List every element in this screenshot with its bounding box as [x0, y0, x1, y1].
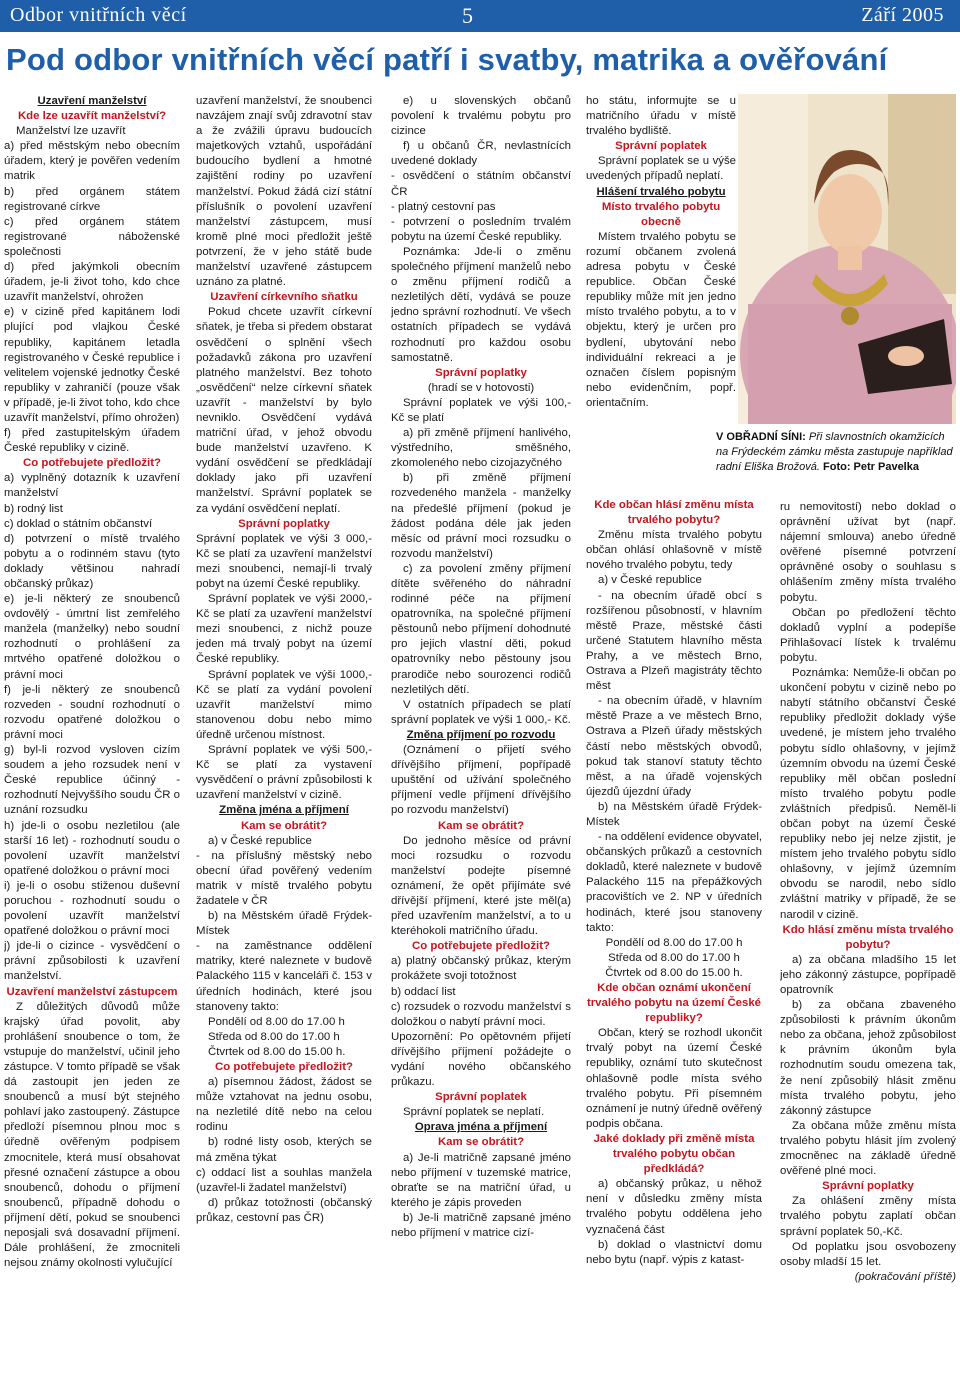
col1-paragraph: Z důležitých důvodů může krajský úřad povolit, aby prohlášení snoubence o tom, že vstupuje do manželství, učinil jeho zástupce. V tomto případě se však dá zastoupit jen jeden ze snoubenců a musí být stejného pohlaví jako zastoupený. Zástupce předloží písemnou plnou moc s úředně ověřeným podpisem zmocnitele, která musí obsahovat přesné označení zástupce a obou snoubenců, dohodu o příjmení snoubenců, případně dohodu o příjmení dětí, pokud se snoubenci neposjali svá dosavadní příjmení. Dále prohlášení, že zmocniteli nejsou známy okolnosti vylučující [4, 1000, 180, 1270]
col2-paragraph: Uzavření církevního sňatku [210, 291, 358, 304]
col3-paragraph: Správní poplatek ve výši 100,- Kč se platí [391, 396, 571, 424]
col3-paragraph: f) u občanů ČR, nevlastnících uvedené doklady [391, 140, 571, 168]
col1-paragraph: a) vyplněný dotazník k uzavření manželství [4, 472, 180, 500]
column-1 [4, 94, 180, 1372]
col3-paragraph: - osvědčení o státním občanství ČR [391, 170, 571, 198]
col4-paragraph: Hlášení trvalého pobytu [596, 185, 726, 198]
col2-paragraph: b) na Městském úřadě Frýdek-Místek [196, 910, 372, 938]
col5-paragraph: (pokračování příště) [854, 1270, 956, 1283]
col1-paragraph: b) před orgánem státem registrované církve [4, 185, 180, 213]
col2-paragraph: Pokud chcete uzavřít církevní sňatek, je třeba si předem obstarat osvědčení o splnění všech požadavků zákona pro uzavření platného manželství. Bez tohoto „osvědčení“ nelze církevní sňatek uzavřít - manželství by bylo nevniklo. Osvědčení vydává matriční úřad, v jehož obvodu bude manželství uzavřeno. K vydání osvědčení se předkládají doklady jako při uzavření manželství. Správní poplatek se za vydání osvědčení neplatí. [196, 306, 372, 515]
col3-paragraph: b) Je-li matričně zapsané jméno nebo příjmení v matrice cizí- [391, 1211, 571, 1240]
issue-date: Září 2005 [861, 4, 944, 26]
col1-paragraph: c) doklad o státním občanství [4, 517, 153, 530]
col4-paragraph: ho státu, informujte se u matričního úřadu v místě trvalého bydliště. [586, 95, 736, 138]
col1-paragraph: h) jde-li o osobu nezletilou (ale starší 16 let) - rozhodnutí soudu o povolení uzavřít manželství opatřené doložkou o právní moci [4, 819, 180, 877]
col5-paragraph: ru nemovitostí) nebo doklad o oprávnění užívat byt (např. nájemní smlouva) anebo úředně ověřené písemné potvrzení oprávněné osoby o souhlasu s ohlášením změny místa trvalého pobytu. [780, 501, 956, 604]
col2-paragraph: a) v České republice [208, 834, 312, 847]
col2-paragraph: - na příslušný městský nebo obecní úřad pověřený vedením matrik v místě trvalého pobytu žadatele v ČR [196, 849, 372, 907]
column-3 [391, 94, 571, 1372]
page-header-bar [0, 0, 960, 32]
col1-paragraph: a) před městským nebo obecním úřadem, který je pověřen vedením matrik [4, 140, 180, 183]
col5-paragraph: Správní poplatky [822, 1180, 914, 1193]
col3-paragraph: - potvrzení o posledním trvalém pobytu na území České republiky. [391, 215, 571, 243]
col4b-paragraph: Středa od 8.00 do 17.00 h [608, 951, 740, 964]
col1-paragraph: b) rodný list [4, 502, 63, 515]
caption-credit: Foto: Petr Pavelka [823, 461, 919, 473]
col5-paragraph: Za ohlášení změny místa trvalého pobytu zaplatí občan správní poplatek 50,-Kč. [780, 1195, 956, 1238]
col2-paragraph: Změna jména a příjmení [219, 804, 349, 817]
caption-lead: V OBŘADNÍ SÍNI: [716, 431, 806, 443]
col2-paragraph: Správní poplatek ve výši 1000,- Kč se platí za vydání povolení uzavřít manželství mimo stanovenou dobu nebo mimo úředně určenou místnost. [196, 668, 372, 741]
col4b-paragraph: Pondělí od 8.00 do 17.00 h [605, 936, 743, 949]
col1-paragraph: Co potřebujete předložit? [23, 457, 161, 470]
col5-paragraph: b) za občana zbaveného způsobilosti k právním úkonům nebo za občana, jehož způsobilost k právním úkonům byla rozhodnutím soudu omezena tak, že není způsobilý hlásit změnu místa trvalého pobytu, jeho zákonný zástupce [780, 999, 956, 1117]
col4b-paragraph: a) v České republice [598, 574, 702, 587]
col4b-paragraph: a) občanský průkaz, u něhož není v důsledku změny místa trvalého pobytu oddělena jeho vyznačená část [586, 1178, 762, 1236]
col3-paragraph: Kam se obrátit? [437, 819, 525, 832]
col4b-paragraph: - na oddělení evidence obyvatel, občanských průkazů a cestovních dokladů, které naleznete v budově Palackého 115 na přepážkových pracovištích ve 2. NP v úředních hodinách, které jsou stanoveny takto: [586, 831, 762, 934]
col3-paragraph: a) platný občanský průkaz, kterým prokážete svoji totožnost [391, 955, 571, 983]
col4b-paragraph: Kde občan hlásí změnu místa trvalého pobytu? [594, 499, 754, 527]
col2-paragraph: Středa od 8.00 do 17.00 h [208, 1030, 340, 1043]
col5-paragraph: Od poplatku jsou osvobozeny osoby mladší 15 let. [780, 1240, 956, 1268]
col3-paragraph: Oprava jména a příjmení [414, 1121, 548, 1134]
col2-paragraph: b) rodné listy osob, kterých se má změna týkat [196, 1136, 372, 1164]
col2-paragraph: Správní poplatek ve výši 2000,- Kč se platí za uzavření manželství mezi snoubenci, z nichž pouze jeden má trvalý pobyt na území České republiky. [196, 593, 372, 666]
col4b-paragraph: Čtvrtek od 8.00 do 15.00 h. [605, 966, 743, 979]
col2-paragraph: c) oddací list a souhlas manžela (uzavřel-li žadatel manželství) [196, 1166, 372, 1194]
col3-paragraph: e) u slovenských občanů povolení k trvalému pobytu pro cizince [391, 95, 571, 138]
col1-paragraph: e) je-li některý ze snoubenců ovdovělý - úmrtní list zemřelého manžela (manželky) nebo soudní rozhodnutí o prohlášení za mrtvého opatřené doložkou o právní moci [4, 593, 180, 681]
col1-paragraph: d) potvrzení o místě trvalého pobytu a o rodinném stavu (tyto doklady většinou nahradí občanský průkaz) [4, 532, 180, 590]
col1-paragraph: Manželství lze uzavřít [16, 125, 126, 138]
page-number: 5 [462, 3, 473, 28]
col3-paragraph: Poznámka: Jde-li o změnu společného příjmení manželů nebo o změnu příjmení rodičů a nezletilých dětí, vydává se pouze jedno správní rozhodnutí. Ve všech ostatních případech se vydává rozhodnutí pro každou osobu samostatně. [391, 245, 571, 364]
col4b-paragraph: b) na Městském úřadě Frýdek-Místek [586, 800, 762, 828]
article-headline: Pod odbor vnitřních věcí patří i svatby, matrika a ověřování [6, 42, 888, 77]
col3-paragraph: a) při změně příjmení hanlivého, výstředního, směšného, zkomoleného nebo cizojazyčného [391, 427, 571, 470]
col3-paragraph: (hradí se v hotovosti) [427, 381, 535, 394]
col3-paragraph: Správní poplatky [435, 366, 527, 379]
col2-paragraph: Správní poplatky [238, 517, 330, 530]
col2-paragraph: a) písemnou žádost, žádost se může vztahovat na jednu osobu, na nezletilé dítě nebo na celou rodinu [196, 1076, 372, 1134]
photo-illustration [738, 94, 956, 424]
col4-paragraph: Místo trvalého pobytu obecně [601, 200, 721, 228]
col2-paragraph: uzavření manželství, že snoubenci navzájem znají svůj zdravotní stav a že zvážili úpravu budoucích majetkových vztahů, uspořádání budoucího bydlení a hmotné zajištění rodiny po uzavření manželství. Pokud žádá cizí státní příslušník o povolení uzavření manželství zástupcem, musí kromě plné moci předložit ještě potvrzení, že v jeho státě bude manželství uzavřené zástupcem uznáno za platné. [196, 95, 372, 289]
col1-paragraph: j) jde-li o cizince - vysvědčení o právní způsobilosti k uzavření manželství. [4, 940, 180, 983]
col3-paragraph: Správní poplatek se neplatí. [403, 1106, 545, 1119]
col5-paragraph: Poznámka: Nemůže-li občan po ukončení pobytu v cizině nebo po nabytí státního občanství České republiky předložit doklady výše uvedené, je místem jeho trvalého pobytu sídlo ohlašovny, v jejímž územním obvodu na území České republiky měl občan poslední místo trvalého pobytu podle zvláštních předpisů. Neměl-li občan pobyt na území České republiky nebo jej nelze zjistit, je místem jeho trvalého pobytu sídlo ohlašovny, v jejímž územním obvodu se narodil, nebo sídlo zvláštní matriky v případě, že se narodil v cizině. [780, 667, 956, 921]
col2-paragraph: d) průkaz totožnosti (občanský průkaz, cestovní pas ČR) [196, 1196, 372, 1224]
col2-paragraph: Kam se obrátit? [240, 819, 328, 832]
col3-paragraph: Změna příjmení po rozvodu [406, 728, 556, 741]
col3-paragraph: b) při změně příjmení rozvedeného manžela - manželky na předešlé příjmení (pokud je žádost podána déle jak jeden měsíc od právní moci rozsudku o rozvodu manželství) [391, 472, 571, 560]
column-4 [586, 94, 736, 489]
col4b-paragraph: - na obecním úřadě, v hlavním městě Praze a ve městech Brno, Ostrava a Plzeň úřady městských částí nebo městských obvodů, pokud tak stanoví statuty těchto měst, a na úřadě vojenských újezdů újezdní úřady [586, 695, 762, 798]
col1-paragraph: i) je-li o osobu stiženou duševní poruchou - rozhodnutí soudu o povolení uzavřít manželství opatřené doložkou o právní moci [4, 879, 180, 938]
section-title: Odbor vnitřních věcí [10, 4, 187, 26]
col3-paragraph: Co potřebujete předložit? [412, 940, 550, 953]
column-4-lower [586, 498, 762, 1373]
col4b-paragraph: - na obecním úřadě obcí s rozšířenou působností, v hlavním městě Praze, městské části určené Statutem hlavního města Prahy, a ve městech Brno, Ostrava a Plzeň magistráty těchto měst [586, 589, 762, 693]
col5-paragraph: a) za občana mladšího 15 let jeho zákonný zástupce, popřípadě opatrovník [780, 953, 956, 996]
col4-paragraph: Správní poplatek se u výše uvedených případů neplatí. [586, 155, 736, 183]
col3-paragraph: - platný cestovní pas [391, 200, 496, 213]
col1-paragraph: g) byl-li rozvod vysloven cizím soudem a jeho rozsudek není v České republice účinný - rozhodnutí Nejvyššího soudu ČR o uznání rozsudku [4, 744, 180, 817]
col1-paragraph: Uzavření manželství zástupcem [6, 985, 178, 998]
col4-paragraph: Správní poplatek [615, 140, 707, 153]
col3-paragraph: c) za povolení změny příjmení dítěte svěřeného do náhradní rodinné péče na příjmení opatrovníka, na společné příjmení pěstounů nebo příjmení dohodnuté pro jejich vlastní děti, pokud opatrovníky nebo pěstouny jsou prarodiče nebo sourozenci rodičů nezletilých dětí. [391, 562, 571, 696]
col1-paragraph: f) je-li některý ze snoubenců rozveden - soudní rozhodnutí o rozvodu opatřené doložkou o právní moci [4, 683, 180, 741]
col3-paragraph: Upozornění: Po opětovném přijetí dřívějšího příjmení požádejte o vydání nového občanského průkazu. [391, 1030, 571, 1089]
col1-paragraph: Kde lze uzavřít manželství? [17, 110, 167, 123]
col3-paragraph: V ostatních případech se platí správní poplatek ve výši 1 000,- Kč. [391, 698, 571, 726]
col5-paragraph: Kdo hlásí změnu místa trvalého pobytu? [782, 923, 954, 951]
col4b-paragraph: Jaké doklady při změně místa trvalého pobytu občan předkládá? [593, 1132, 755, 1176]
col3-paragraph: c) rozsudek o rozvodu manželství s doložkou o nabytí právní moci. [391, 1000, 571, 1028]
col1-paragraph: Uzavření manželství [37, 95, 147, 107]
col4b-paragraph: b) doklad o vlastnictví domu nebo bytu (např. výpis z katast- [586, 1238, 762, 1266]
col4b-paragraph: Změnu místa trvalého pobytu občan ohlásí ohlašovně v místě nového trvalého pobytu, tedy [586, 529, 762, 572]
caption-text: Při slavnostních okamžicích na Frýdeckém zámku města zastupuje například radní Eliška Brožová. [716, 431, 953, 473]
col4b-paragraph: Občan, který se rozhodl ukončit trvalý pobyt na území České republiky, oznámí tuto skutečnost ohlašovně podle místa svého trvalého pobytu. Při písemném oznámení je nutný úředně ověřený podpis občana. [586, 1027, 762, 1130]
col3-paragraph: a) Je-li matričně zapsané jméno nebo příjmení v tuzemské matrice, obraťte se na matriční úřad, u kterého je zápis proveden [391, 1151, 571, 1209]
col3-paragraph: Správní poplatek [435, 1091, 527, 1104]
column-5 [780, 500, 956, 1373]
col3-paragraph: Do jednoho měsíce od právní moci rozsudku o rozvodu manželství podejte písemné oznámení, že opět přijímáte své dřívější příjmení, které jste měl(a) před uzavřením manželství, a to u kteréhokoli matričního úřadu. [391, 834, 571, 938]
col3-paragraph: (Oznámení o přijetí svého dřívějšího příjmení, popřípadě upuštění od užívání společného příjmení vedle příjmení dřívějšího po rozvodu manželství) [391, 744, 571, 817]
col2-paragraph: Pondělí od 8.00 do 17.00 h [208, 1015, 345, 1028]
col1-paragraph: f) před zastupitelským úřadem České republiky v cizině. [4, 427, 180, 455]
col3-paragraph: Kam se obrátit? [437, 1136, 525, 1149]
col5-paragraph: Za občana může změnu místa trvalého pobytu hlásit jím zvolený zmocněnec na základě úředně ověřené plné moci. [780, 1119, 956, 1178]
col1-paragraph: c) před orgánem státem registrované náboženské společnosti [4, 215, 180, 258]
col2-paragraph: - na zaměstnance oddělení matriky, které naleznete v budově Palackého 115 v kanceláři č. 153 v úředních hodinách, které jsou stanoveny takto: [196, 940, 372, 1013]
col1-paragraph: d) před jakýmkoli obecním úřadem, je-li život toho, kdo chce uzavřít manželství, ohrožen [4, 261, 180, 304]
col2-paragraph: Správní poplatek ve výši 3 000,- Kč se platí za uzavření manželství mezi snoubenci, nemají-li trvalý pobyt na území České republiky. [196, 532, 372, 590]
col3-paragraph: b) oddací list [391, 985, 456, 998]
column-2 [196, 94, 372, 1372]
col1-paragraph: e) v cizině před kapitánem lodi plující pod vlajkou České republiky, kapitánem letadla registrovaného v České republice i velitelem vojenské jednotky České republiky v zahraničí (pouze však v případě, je-li život toho, kdo chce uzavřít manželství, přímo ohrožen) [4, 306, 180, 424]
col2-paragraph: Správní poplatek ve výši 500,- Kč se platí za vystavení vysvědčení o právní způsobilosti k uzavření manželství v cizině. [196, 744, 372, 802]
photo-official [738, 94, 956, 424]
col5-paragraph: Občan po předložení těchto dokladů vyplní a podepíše Přihlašovací lístek k trvalému pobytu. [780, 606, 956, 664]
col2-paragraph: Co potřebujete předložit? [215, 1061, 353, 1073]
photo-caption [716, 430, 956, 475]
col2-paragraph: Čtvrtek od 8.00 do 15.00 h. [208, 1045, 346, 1058]
col4b-paragraph: Kde občan oznámí ukončení trvalého pobytu na území České republiky? [586, 982, 762, 1025]
col4-paragraph: Místem trvalého pobytu se rozumí občanem zvolená adresa pobytu v České republice. Občan České republiky může mít jen jedno místo trvalého pobytu, a to v objektu, který je určen pro bydlení, ubytování nebo individuální rekreaci a je označen číslem popisným nebo evidenčním, popř. orientačním. [586, 230, 736, 409]
